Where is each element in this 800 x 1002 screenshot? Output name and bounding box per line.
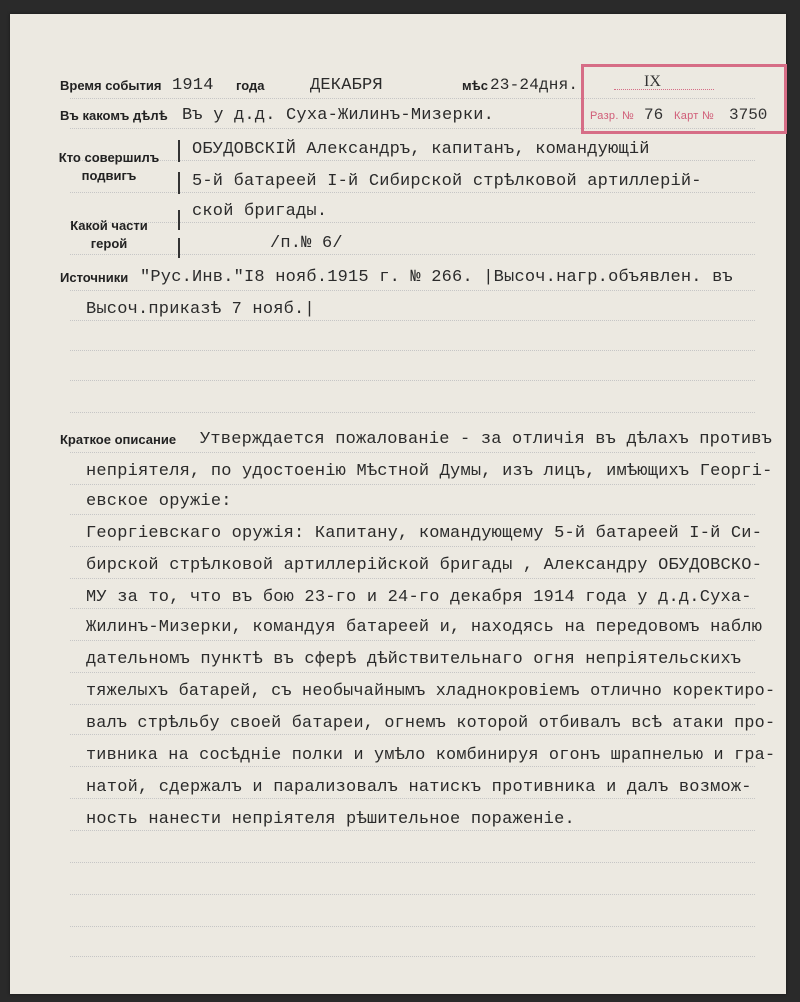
stamp-kart-value: 3750 xyxy=(729,106,768,124)
description-line: ность нанести непрiятеля рѣшительное пораженiе. xyxy=(86,810,575,829)
stamp-razp-label: Разр. № xyxy=(590,110,635,122)
separator-bar xyxy=(178,238,180,258)
archive-stamp xyxy=(581,64,787,134)
who-line-4: /п.№ 6/ xyxy=(270,234,343,253)
source-line-2: Высоч.приказѣ 7 нояб.| xyxy=(86,300,315,319)
time-label: Время события xyxy=(60,78,162,93)
separator-bar xyxy=(178,140,180,162)
unit-label-2: герой xyxy=(90,236,128,251)
description-line: тяжелыхъ батарей, съ необычайнымъ хладнокровiемъ отлично коректиро- xyxy=(86,682,776,701)
description-line: Георгiевскаго оружiя: Капитану, командующему 5-й батареей I-й Си- xyxy=(86,524,763,543)
source-line-1: "Рус.Инв."I8 нояб.1915 г. № 266. |Высоч.нагр.объявлен. въ xyxy=(140,268,733,287)
description-line: МУ за то, что въ бою 23-го и 24-го декабря 1914 года у д.д.Суха- xyxy=(86,588,752,607)
year-word: года xyxy=(236,78,265,93)
who-line-2: 5-й батареей I-й Сибирской стрѣлковой артиллерiй- xyxy=(192,172,702,191)
stamp-divider xyxy=(614,89,714,90)
stamp-kart-label: Карт № xyxy=(674,110,715,122)
description-line: тивника на сосѣднiе полки и умѣло комбинируя огонъ шрапнелью и гра- xyxy=(86,746,776,765)
affair-label: Въ какомъ дѣлѣ xyxy=(60,108,168,123)
description-line: Жилинъ-Мизерки, командуя батареей и, находясь на передовомъ наблю xyxy=(86,618,763,637)
separator-bar xyxy=(178,172,180,194)
description-line: бирской стрѣлковой артиллерiйской бригады , Александру ОБУДОВСКО- xyxy=(86,556,763,575)
stamp-razp-value: 76 xyxy=(644,106,664,124)
description-line: дательномъ пунктѣ въ сферѣ дѣйствительнаго огня непрiятельскихъ xyxy=(86,650,742,669)
day-value: 23-24дня. xyxy=(490,76,579,94)
record-card xyxy=(10,14,786,994)
stamp-roman-numeral: IX xyxy=(644,73,661,90)
description-line: непрiятеля, по удостоенiю Мѣстной Думы, изъ лицъ, имѣющихъ Георгi- xyxy=(86,462,773,481)
separator-bar xyxy=(178,210,180,230)
description-label: Краткое описание xyxy=(60,432,177,447)
day-label: мѣс xyxy=(462,78,488,93)
who-label-1: Кто совершилъ xyxy=(58,150,160,165)
month-value: ДЕКАБРЯ xyxy=(310,76,383,95)
affair-value: Въ у д.д. Суха-Жилинъ-Мизерки. xyxy=(182,106,495,125)
source-label: Источники xyxy=(60,270,129,285)
description-line: натой, сдержалъ и парализовалъ натискъ противника и далъ возмож- xyxy=(86,778,752,797)
who-line-3: ской бригады. xyxy=(192,202,328,221)
description-line: евское оружiе: xyxy=(86,492,232,511)
description-line: валъ стрѣльбу своей батареи, огнемъ которой отбивалъ всѣ атаки про- xyxy=(86,714,776,733)
unit-label-1: Какой части xyxy=(70,218,148,233)
description-line: Утверждается пожалованiе - за отличiя въ дѣлахъ противъ xyxy=(200,430,773,449)
year-value: 1914 xyxy=(172,76,214,95)
who-line-1: ОБУДОВСКIЙ Александръ, капитанъ, командующiй xyxy=(192,140,650,159)
who-label-2: подвигъ xyxy=(81,168,137,183)
